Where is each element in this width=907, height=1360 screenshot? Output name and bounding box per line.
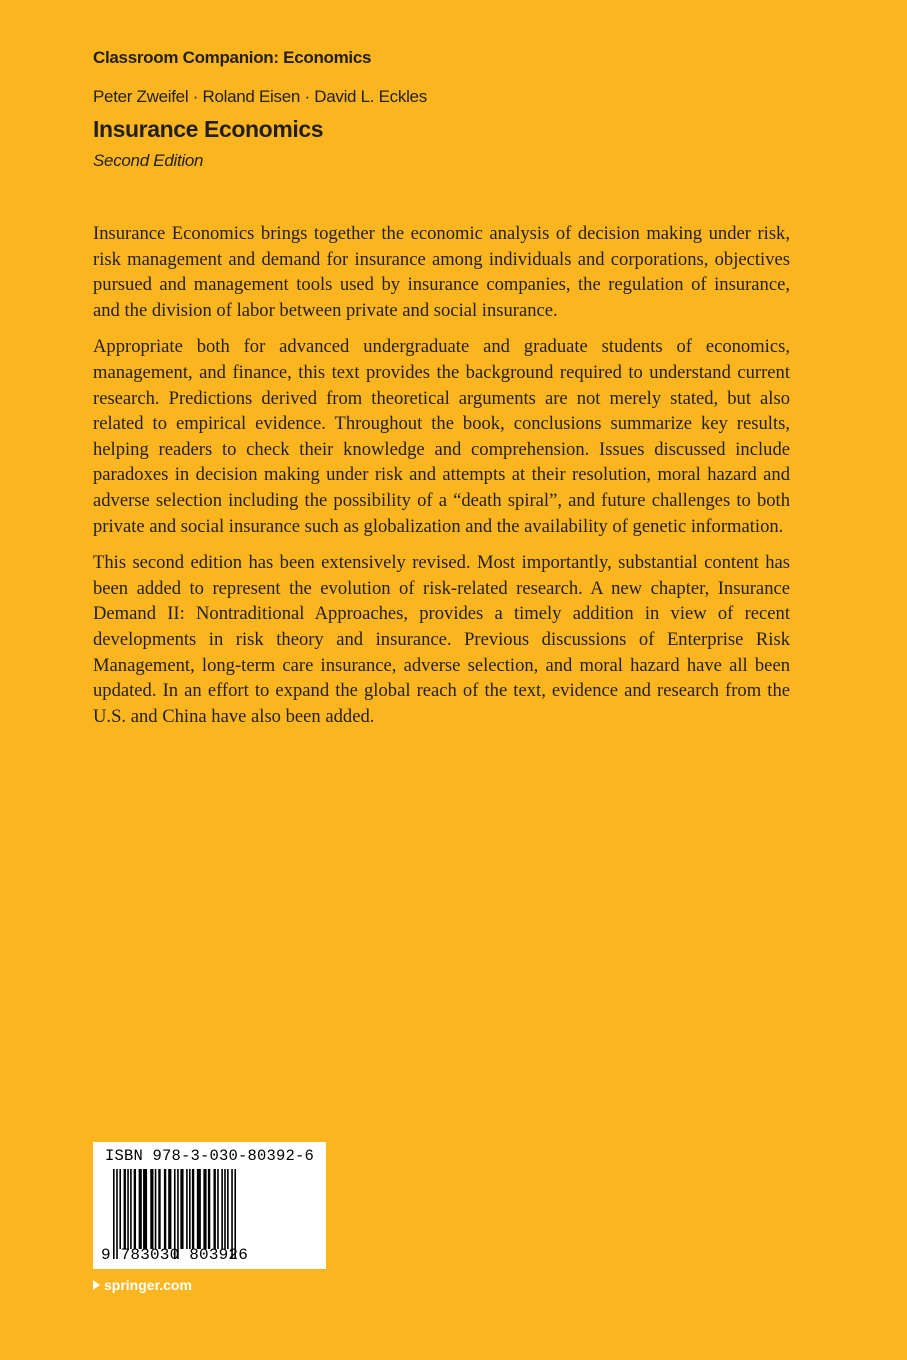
barcode-bar — [134, 1169, 136, 1249]
barcode-bar — [217, 1169, 219, 1249]
barcode-bar — [164, 1169, 166, 1249]
blurb — [93, 221, 790, 740]
barcode-bar — [150, 1169, 153, 1249]
publisher-url: springer.com — [104, 1277, 192, 1293]
barcode-bar — [208, 1169, 210, 1249]
arrow-icon — [93, 1280, 100, 1290]
authors: Peter Zweifel · Roland Eisen · David L. Eckles — [93, 87, 427, 106]
blurb-paragraph-2: Appropriate both for advanced undergraduate and graduate students of economics, management, and finance, this text provides the background required to understand current research. Predictions derived from theoretical arguments are not merely stated, but also related to empirical evidence. Throughout the book, conclusions summarize key results, helping readers to check their knowledge and comprehension. Issues discussed include paradoxes in decision making under risk and attempts at their resolution, moral hazard and adverse selection including the possibility of a “death spiral”, and future challenges to both private and social insurance such as globalization and the availability of genetic information. — [93, 336, 790, 537]
barcode-bar — [139, 1169, 142, 1249]
barcode-bar — [224, 1169, 226, 1249]
barcode-bar — [127, 1169, 129, 1249]
barcode-bar — [186, 1169, 188, 1249]
blurb-paragraph-3: This second edition has been extensively revised. Most importantly, substantial content has been added to represent the evolution of risk-related research. A new chapter, Insurance Demand II: Nontraditional Approaches, provides a timely addition in view of recent developments in risk theory and insurance. Previous discussions of Enterprise Risk Management, long-term care insurance, adverse selection, and moral hazard have all been updated. In an effort to expand the global reach of the text, evidence and research from the U.S. and China have also been added. — [93, 552, 790, 727]
barcode-bar — [221, 1169, 223, 1249]
book-title: Insurance Economics — [93, 116, 324, 142]
barcode-bar — [197, 1169, 201, 1249]
barcode-digits: 9 783030 803926 — [101, 1246, 249, 1264]
blurb-paragraph-1: Insurance Economics brings together the economic analysis of decision making under risk, risk management and demand for insurance among individuals and corporations, objectives pursued and management tools used by insurance companies, the regulation of insurance, and the division of labor between private and social insurance. — [93, 223, 790, 321]
barcode-bar — [192, 1169, 194, 1249]
barcode-bar — [130, 1169, 132, 1249]
isbn-barcode — [93, 1142, 326, 1269]
isbn-label: ISBN 978-3-030-80392-6 — [105, 1147, 315, 1165]
barcode-bar — [143, 1169, 147, 1249]
series-name: Classroom Companion: Economics — [93, 48, 372, 67]
barcode-bar — [155, 1169, 157, 1249]
edition: Second Edition — [93, 151, 204, 170]
barcode-bar — [158, 1169, 160, 1249]
barcode-bar — [180, 1169, 183, 1249]
barcode-bar — [168, 1169, 171, 1249]
barcode-bar — [124, 1169, 126, 1249]
barcode-bar — [203, 1169, 206, 1249]
publisher-link[interactable] — [93, 1277, 192, 1293]
barcode-bar — [227, 1169, 229, 1249]
barcode-bar — [213, 1169, 215, 1249]
barcode-bar — [119, 1169, 121, 1249]
barcode-bar — [189, 1169, 191, 1249]
